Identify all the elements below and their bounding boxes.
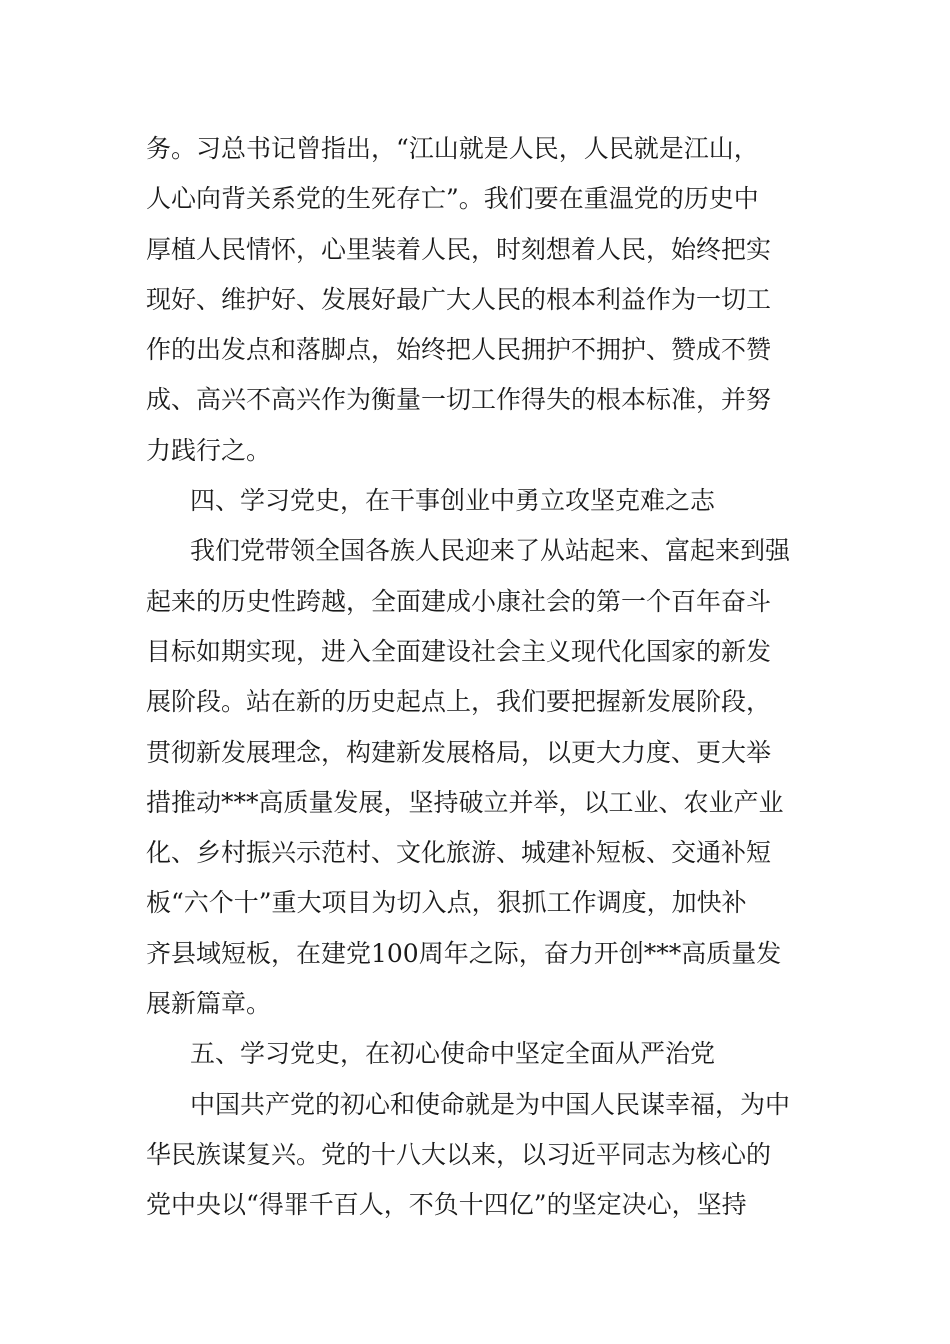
text-line: 务。习总书记曾指出，“江山就是人民，人民就是江山， xyxy=(146,134,759,163)
text-line: 措推动***高质量发展，坚持破立并举，以工业、农业产业 xyxy=(146,787,784,817)
text-line: 齐县域短板，在建党100周年之际，奋力开创***高质量发 xyxy=(146,938,782,968)
text-line: 作的出发点和落脚点，始终把人民拥护不拥护、赞成不赞 xyxy=(146,335,772,365)
text-line: 板“六个十”重大项目为切入点，狠抓工作调度，加快补 xyxy=(146,888,747,918)
text-line: 展阶段。站在新的历史起点上，我们要把握新发展阶段， xyxy=(146,687,772,717)
text-line: 现好、维护好、发展好最广大人民的根本利益作为一切工 xyxy=(146,284,772,314)
text-line: 起来的历史性跨越，全面建成小康社会的第一个百年奋斗 xyxy=(146,586,772,616)
text-line: 成、高兴不高兴作为衡量一切工作得失的根本标准，并努 xyxy=(146,385,772,415)
text-line: 华民族谋复兴。党的十八大以来，以习近平同志为核心的 xyxy=(146,1139,772,1169)
text-line: 党中央以“得罪千百人，不负十四亿”的坚定决心，坚持 xyxy=(146,1190,747,1220)
section-heading-4: 四、学习党史，在干事创业中勇立攻坚克难之志 xyxy=(190,486,716,516)
text-line: 化、乡村振兴示范村、文化旅游、城建补短板、交通补短 xyxy=(146,838,772,868)
text-line: 中国共产党的初心和使命就是为中国人民谋幸福，为中 xyxy=(190,1089,791,1119)
text-line: 贯彻新发展理念，构建新发展格局，以更大力度、更大举 xyxy=(146,737,772,767)
text-line: 人心向背关系党的生死存亡”。我们要在重温党的历史中 xyxy=(146,184,759,214)
text-line: 力践行之。 xyxy=(146,435,272,465)
text-line: 目标如期实现，进入全面建设社会主义现代化国家的新发 xyxy=(146,636,772,666)
text-line: 展新篇章。 xyxy=(146,989,272,1019)
text-line: 厚植人民情怀，心里装着人民，时刻想着人民，始终把实 xyxy=(146,234,772,264)
document-page xyxy=(146,124,812,1231)
text-line: 我们党带领全国各族人民迎来了从站起来、富起来到强 xyxy=(190,536,791,566)
section-heading-5: 五、学习党史，在初心使命中坚定全面从严治党 xyxy=(190,1039,716,1069)
